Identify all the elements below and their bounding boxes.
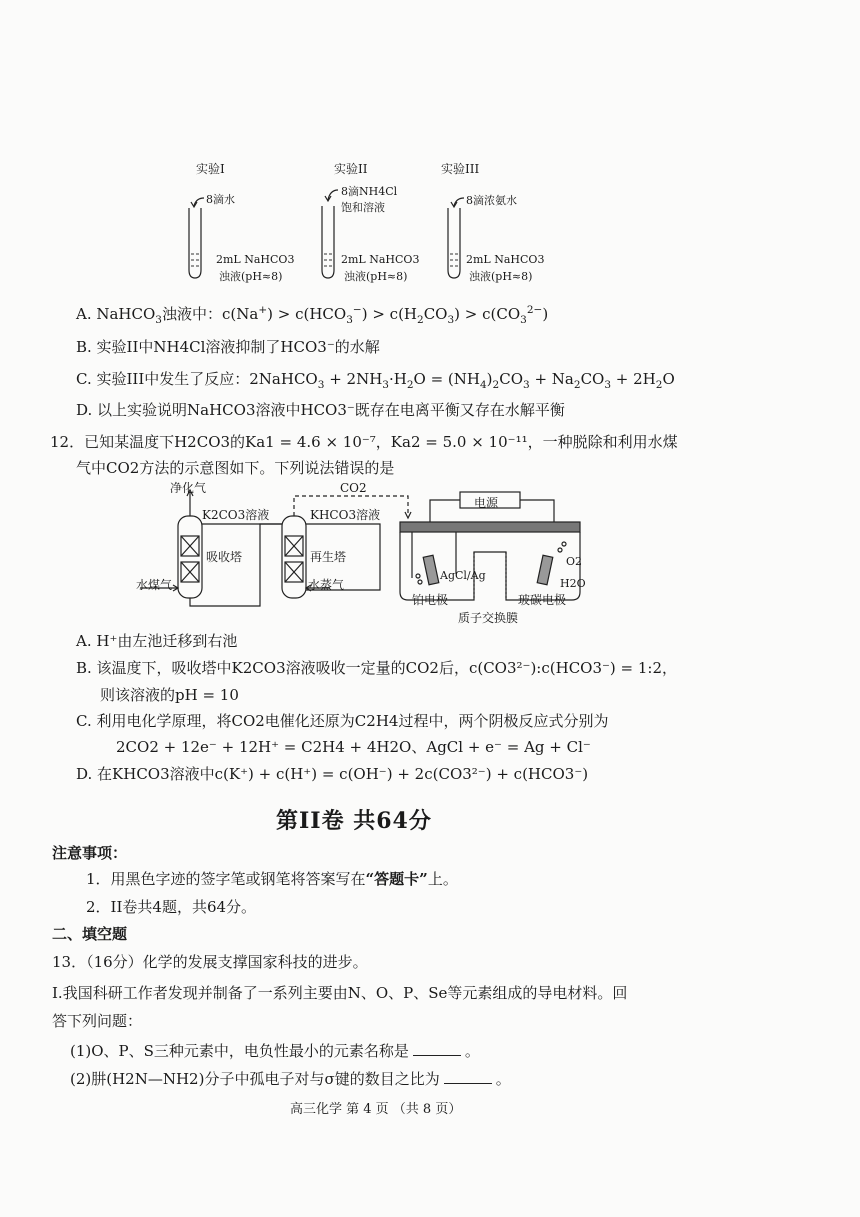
section-title: 第II卷 共64分	[276, 808, 432, 834]
label-k2co3: K2CO3溶液	[202, 508, 270, 522]
test-tubes-drawing	[180, 180, 500, 290]
label-xishouta: 吸收塔	[206, 550, 243, 564]
q13-stem: 13．（16分）化学的发展支撑国家科技的进步。	[52, 953, 368, 971]
exp3-content-line2: 浊液(pH≈8)	[469, 270, 533, 283]
label-shuimeiqi: 水煤气	[136, 578, 173, 592]
page-footer: 高三化学 第 4 页 （共 8 页）	[290, 1102, 462, 1117]
exp2-content-line2: 浊液(pH≈8)	[344, 270, 408, 283]
q12-option-c: C. 利用电化学原理，将CO2电催化还原为C2H4过程中，两个阴极反应式分别为	[76, 712, 609, 730]
q11-option-a: A. NaHCO$_3$浊液中：$c(Na^+) > c(HCO_3^-) > c(H_2CO_3) > c(CO_3^{2-})$	[76, 304, 549, 326]
exp2-reagent-line2: 饱和溶液	[341, 201, 385, 214]
exp3-content: 2mL NaHCO3	[466, 253, 545, 266]
exp2-label: 实验II	[334, 162, 368, 176]
q13-sub-2: (2)肼(H2N—NH2)分子中孤电子对与σ键的数目之比为 。	[70, 1070, 511, 1088]
exp2-content: 2mL NaHCO3	[341, 253, 420, 266]
label-zaishengta: 再生塔	[310, 550, 347, 564]
label-zhizijiaohuanmo: 质子交换膜	[458, 611, 519, 625]
label-jinghuaqi: 净化气	[170, 481, 207, 495]
q13-intro-line1: I.我国科研工作者发现并制备了一系列主要由N、O、P、Se等元素组成的导电材料。回	[52, 984, 628, 1002]
notice-title: 注意事项：	[52, 844, 128, 862]
label-khco3: KHCO3溶液	[310, 508, 381, 522]
q11-option-b: B. 实验II中NH4Cl溶液抑制了HCO3⁻的水解	[76, 338, 380, 356]
exp3-reagent: 8滴浓氨水	[466, 194, 517, 207]
q12-stem-line2: 气中CO2方法的示意图如下。下列说法错误的是	[76, 459, 395, 477]
exp1-content-line2: 浊液(pH≈8)	[219, 270, 283, 283]
label-bodianji: 铂电极	[412, 593, 449, 607]
notice-item-1: 1．用黑色字迹的签字笔或钢笔将答案写在“答题卡”上。	[86, 870, 458, 888]
q12-option-a: A. H⁺由左池迁移到右池	[76, 632, 238, 650]
label-o2: O2	[566, 555, 583, 568]
label-agcl: AgCl/Ag	[440, 569, 486, 582]
label-co2: CO2	[340, 481, 367, 495]
q12-option-b-line2: 则该溶液的pH = 10	[100, 686, 239, 704]
exp1-content: 2mL NaHCO3	[216, 253, 295, 266]
part-two-heading: 二、填空题	[52, 925, 128, 943]
exp1-label: 实验I	[196, 162, 225, 176]
label-botandianji: 玻碳电极	[518, 593, 567, 607]
label-dianyuan: 电源	[474, 496, 499, 510]
exp3-label: 实验III	[441, 162, 480, 176]
answer-blank-1[interactable]	[413, 1043, 461, 1056]
q12-option-c-line2: 2CO2 + 12e⁻ + 12H⁺ = C2H4 + 4H2O、AgCl + e⁻ = Ag + Cl⁻	[116, 738, 591, 756]
q12-stem-line1: 12．已知某温度下H2CO3的Ka1 = 4.6 × 10⁻⁷，Ka2 = 5.0 × 10⁻¹¹，一种脱除和利用水煤	[50, 433, 678, 451]
exp2-reagent: 8滴NH4Cl	[341, 185, 398, 198]
q12-option-d: D. 在KHCO3溶液中c(K⁺) + c(H⁺) = c(OH⁻) + 2c(CO3²⁻) + c(HCO3⁻)	[76, 765, 589, 783]
q11-option-c: C. 实验III中发生了反应：2NaHCO$_3$ + $2NH_3\cdot H_2O = (NH_4)_2CO_3 + Na_2CO_3 + 2H_2O$	[76, 370, 675, 391]
notice-item-2: 2．II卷共4题，共64分。	[86, 898, 257, 916]
q13-sub-1: (1)O、P、S三种元素中，电负性最小的元素名称是 。	[70, 1042, 480, 1060]
label-h2o: H2O	[560, 577, 586, 590]
exp1-reagent: 8滴水	[206, 193, 235, 206]
q11-option-d: D. 以上实验说明NaHCO3溶液中HCO3⁻既存在电离平衡又存在水解平衡	[76, 401, 565, 419]
label-shuizhengqi: 水蒸气	[308, 578, 345, 592]
q13-intro-line2: 答下列问题：	[52, 1012, 143, 1030]
q12-option-b: B. 该温度下，吸收塔中K2CO3溶液吸收一定量的CO2后，c(CO3²⁻):c(HCO3⁻) = 1:2，	[76, 659, 678, 677]
answer-blank-2[interactable]	[444, 1071, 492, 1084]
